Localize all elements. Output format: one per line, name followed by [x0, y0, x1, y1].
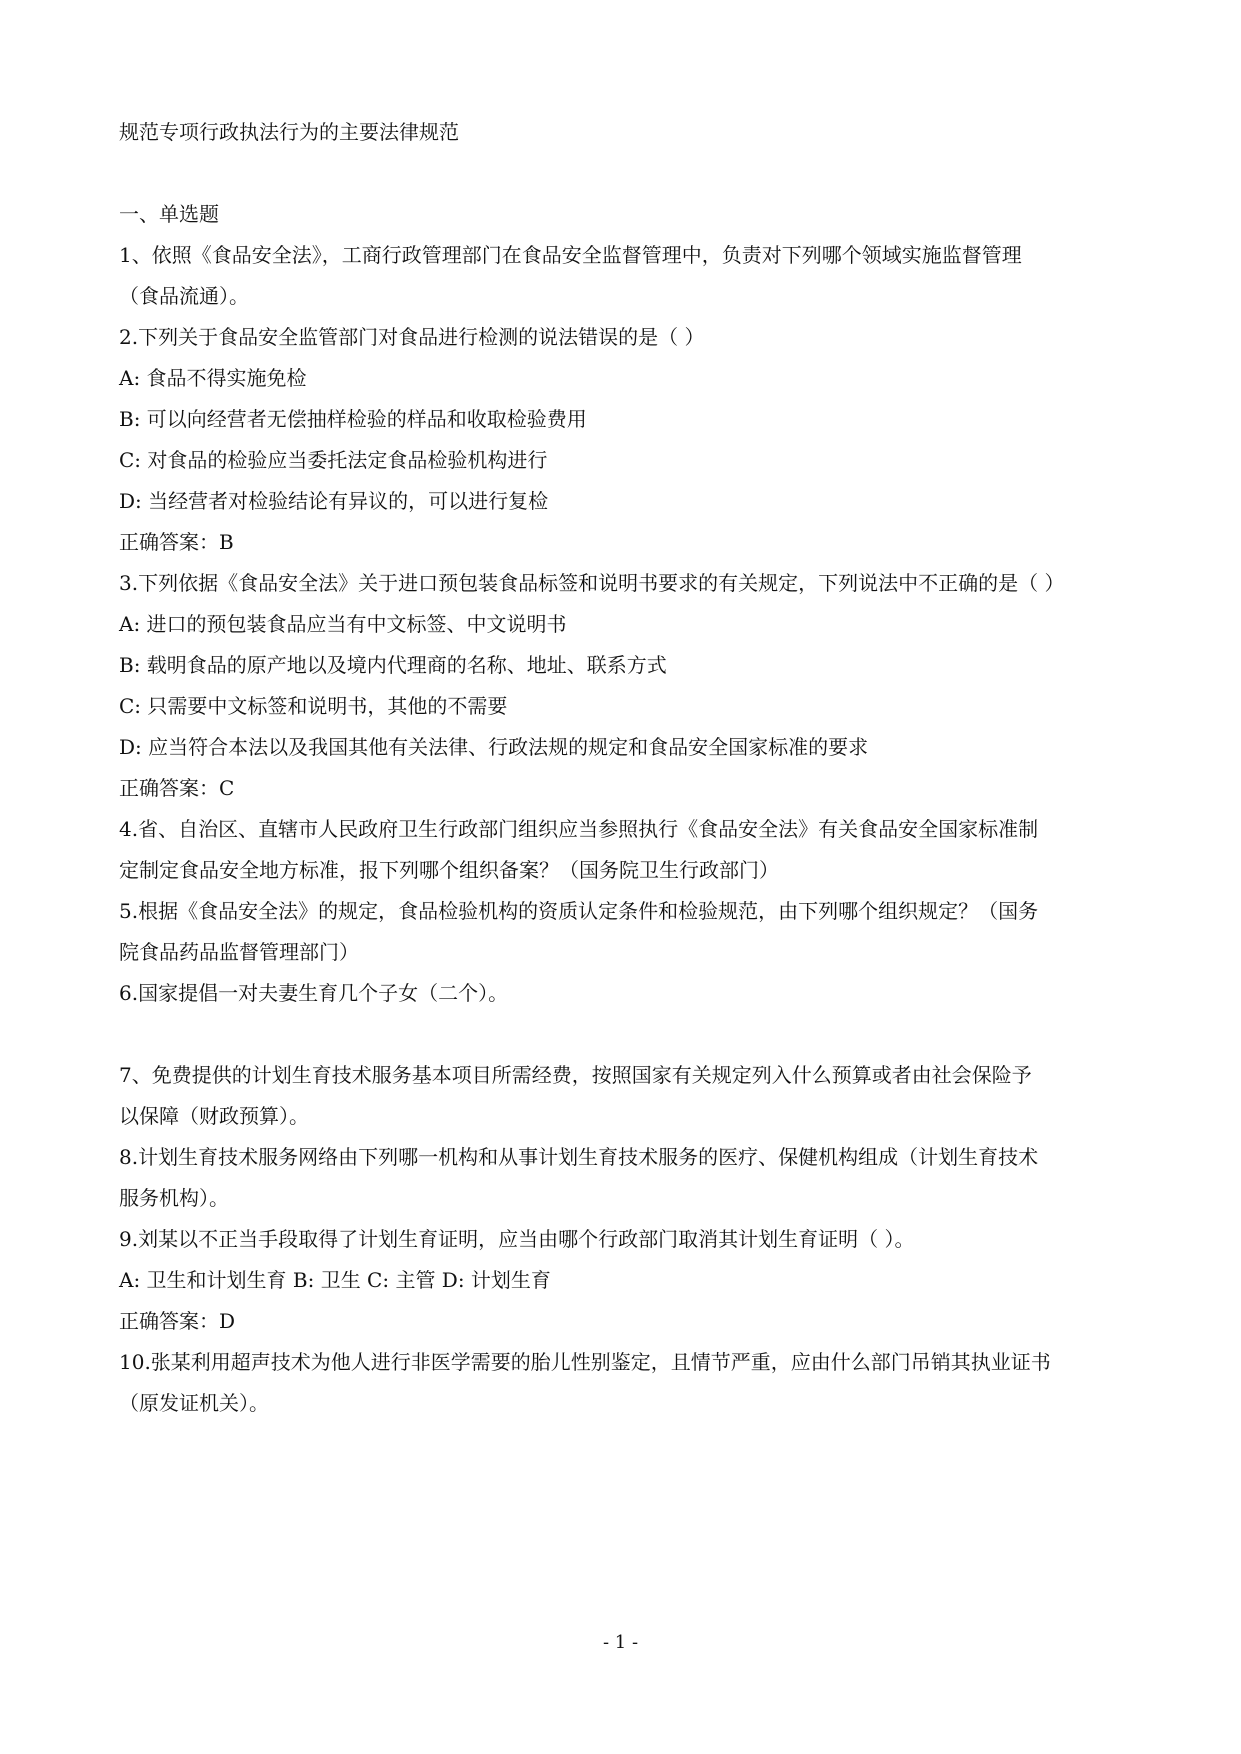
text-line: 7、免费提供的计划生育技术服务基本项目所需经费，按照国家有关规定列入什么预算或者由社会保险予 [119, 1063, 1032, 1087]
text-line: 8.计划生育技术服务网络由下列哪一机构和从事计划生育技术服务的医疗、保健机构组成（计划生育技术 [119, 1145, 1039, 1169]
text-line: 院食品药品监督管理部门） [119, 940, 359, 964]
text-line: 4.省、自治区、直辖市人民政府卫生行政部门组织应当参照执行《食品安全法》有关食品安全国家标准制 [119, 817, 1039, 841]
answer-line: 正确答案：D [119, 1309, 236, 1333]
text-line: B: 可以向经营者无偿抽样检验的样品和收取检验费用 [119, 407, 587, 431]
text-line: C: 只需要中文标签和说明书，其他的不需要 [119, 694, 508, 718]
text-line: D: 应当符合本法以及我国其他有关法律、行政法规的规定和食品安全国家标准的要求 [119, 735, 869, 759]
text-line: 1、依照《食品安全法》，工商行政管理部门在食品安全监督管理中，负责对下列哪个领域实施监督管理 [119, 243, 1022, 267]
text-line: 9.刘某以不正当手段取得了计划生育证明，应当由哪个行政部门取消其计划生育证明（ ）。 [119, 1227, 915, 1251]
text-line: A: 进口的预包装食品应当有中文标签、中文说明书 [119, 612, 567, 636]
text-line: （食品流通）。 [119, 284, 249, 308]
text-line: A: 食品不得实施免检 [119, 366, 307, 390]
text-line: 以保障（财政预算）。 [119, 1104, 309, 1128]
text-line: （原发证机关）。 [119, 1391, 269, 1415]
text-line: 服务机构）。 [119, 1186, 229, 1210]
document-title: 规范专项行政执法行为的主要法律规范 [119, 120, 459, 144]
text-line: 5.根据《食品安全法》的规定，食品检验机构的资质认定条件和检验规范，由下列哪个组织规定？（国务 [119, 899, 1039, 923]
section-heading: 一、单选题 [119, 202, 219, 226]
text-line: 6.国家提倡一对夫妻生育几个子女（二个）。 [119, 981, 509, 1005]
text-line: 2.下列关于食品安全监管部门对食品进行检测的说法错误的是（ ） [119, 325, 705, 349]
text-line: D: 当经营者对检验结论有异议的，可以进行复检 [119, 489, 549, 513]
text-line: 10.张某利用超声技术为他人进行非医学需要的胎儿性别鉴定，且情节严重，应由什么部门吊销其执业证书 [119, 1350, 1051, 1374]
text-line: A: 卫生和计划生育 B: 卫生 C: 主管 D: 计划生育 [119, 1268, 551, 1292]
text-line: 3.下列依据《食品安全法》关于进口预包装食品标签和说明书要求的有关规定，下列说法中不正确的是（ ） [119, 571, 1065, 595]
answer-line: 正确答案：C [119, 776, 235, 800]
answer-line: 正确答案：B [119, 530, 234, 554]
text-line: B: 载明食品的原产地以及境内代理商的名称、地址、联系方式 [119, 653, 667, 677]
text-line: 定制定食品安全地方标准，报下列哪个组织备案？（国务院卫生行政部门） [119, 858, 779, 882]
page-number: - 1 - [602, 1632, 639, 1653]
text-line: C: 对食品的检验应当委托法定食品检验机构进行 [119, 448, 548, 472]
